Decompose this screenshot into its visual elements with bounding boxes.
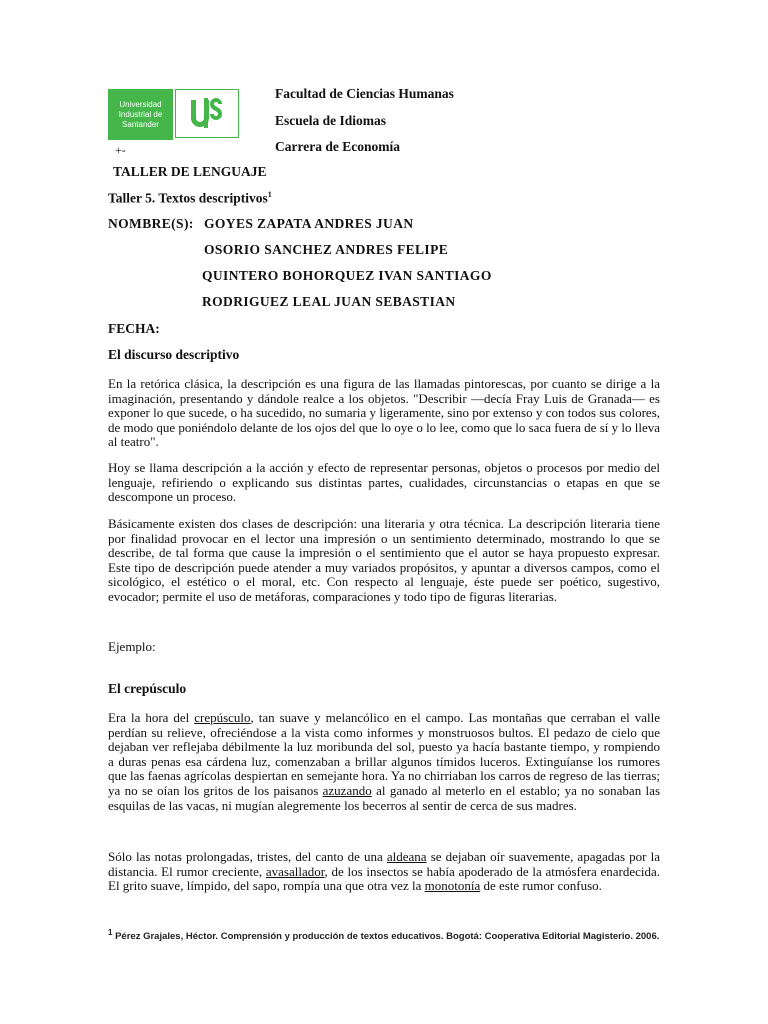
faculty-heading: Facultad de Ciencias Humanas — [275, 86, 454, 101]
text-segment: Sólo las notas prolongadas, tristes, del canto de una — [108, 849, 387, 864]
taller-title — [108, 190, 272, 207]
text-segment: , de los insectos se había apoderado de la atmósfera enardecida. El grito suave, límpido, del sapo, rompía una que otra vez la — [108, 863, 660, 894]
uis-symbol — [175, 89, 239, 138]
example-label: Ejemplo: — [108, 639, 156, 654]
logo-text-box — [108, 89, 173, 140]
school-heading: Escuela de Idiomas — [275, 113, 387, 128]
footnote — [108, 925, 668, 944]
underlined-word: aldeana — [386, 849, 427, 864]
taller-title-text: Taller 5. Textos descriptivos — [108, 190, 268, 206]
text-segment: al ganado al meterlo en el establo; ya no sonaban las esquilas de las vacas, ni mugían alegremente los becerros al sentir de cerca de sus madres. — [108, 782, 660, 813]
fecha-label: FECHA: — [108, 321, 160, 336]
name-4: RODRIGUEZ LEAL JUAN SEBASTIAN — [202, 294, 456, 309]
logo-line-2: Industrial de — [118, 109, 163, 119]
paragraph-crepusculo-2 — [108, 850, 660, 894]
program-heading: Carrera de Economía — [275, 139, 400, 154]
underlined-word: monotonía — [424, 878, 481, 894]
university-logo — [108, 89, 239, 140]
text-segment: de este rumor confuso. — [480, 878, 602, 894]
workshop-title: TALLER DE LENGUAJE — [113, 164, 267, 179]
logo-line-1: Universidad — [119, 99, 162, 109]
paragraph-retorica: En la retórica clásica, la descripción es una figura de las llamadas pintorescas, por cuanto se dirige a la imaginación, presentando y dándole realce a los objetos. "Describir —decía Fray Luis de Granada— es exponer lo que sucede, o ha sucedido, no sumaria y ligeramente, sino por extenso y con todos sus colores, de modo que poniéndolo delante de los ojos del que lo oye o lo lee, como que lo saca fuera de sí y lo lleva al teatro". — [108, 376, 660, 450]
paragraph-hoy: Hoy se llama descripción a la acción y efecto de representar personas, objetos o procesos por medio del lenguaje, refiriendo o explicando sus distintas partes, cualidades, circunstancias o etapas en que se descompone un proceso. — [108, 460, 660, 505]
footnote-mark: 1 — [108, 928, 113, 937]
names-label: NOMBRE(S): — [108, 216, 194, 231]
name-3: QUINTERO BOHORQUEZ IVAN SANTIAGO — [202, 268, 492, 283]
uis-monogram-icon — [176, 90, 238, 137]
section-heading-discurso: El discurso descriptivo — [108, 347, 240, 362]
paragraph-crepusculo-1 — [108, 711, 660, 813]
text-segment: Era la hora del — [108, 710, 195, 725]
underlined-word: azuzando — [322, 782, 372, 798]
underlined-word: crepúsculo — [194, 710, 251, 725]
footnote-text: Pérez Grajales, Héctor. Comprensión y producción de textos educativos. Bogotá: Cooperativa Editorial Magisterio. 2006. — [112, 931, 660, 943]
logo-line-3: Santander — [122, 119, 159, 129]
underlined-word: avasallador — [265, 863, 325, 879]
text-segment: se dejaban oír suavemente, apagadas por la distancia. El rumor creciente, — [108, 849, 660, 879]
plusminus-text: +- — [115, 143, 126, 157]
section-heading-crepusculo: El crepúsculo — [108, 681, 187, 696]
name-1: GOYES ZAPATA ANDRES JUAN — [204, 216, 414, 231]
name-2: OSORIO SANCHEZ ANDRES FELIPE — [204, 242, 449, 257]
paragraph-basicamente: Básicamente existen dos clases de descripción: una literaria y otra técnica. La descripción literaria tiene por finalidad provocar en el lector una impresión o un sentimiento determinado, mostrando lo que se describe, de tal forma que cause la impresión o el sentimiento que el autor se haya propuesto expresar. Este tipo de descripción puede atender a muy variados propósitos, y apuntar a diversos campos, como el sicológico, el estético o el moral, etc. Con respecto al lenguaje, éste puede ser poético, sugestivo, evocador; permite el uso de metáforas, comparaciones y todo tipo de figuras literarias. — [108, 516, 660, 604]
text-segment: , tan suave y melancólico en el campo. Las montañas que cerraban el valle perdían su relieve, ofreciéndose a la vista como informes y monstruosos bultos. El pedazo de cielo que dejaban ver reflejaba débilmente la luz moribunda del sol, puesto ya hacía bastante tiempo, y rompiendo a duras penas esa cárdena luz, comenzaban a brillar algunos tímidos luceros. Extinguíanse los rumores que las faenas agrícolas despiertan en semejante hora. Ya no chirriaban los carros de regreso de las tierras; ya no se oían los gritos de los paisanos — [108, 710, 661, 798]
footnote-ref: 1 — [267, 190, 272, 199]
